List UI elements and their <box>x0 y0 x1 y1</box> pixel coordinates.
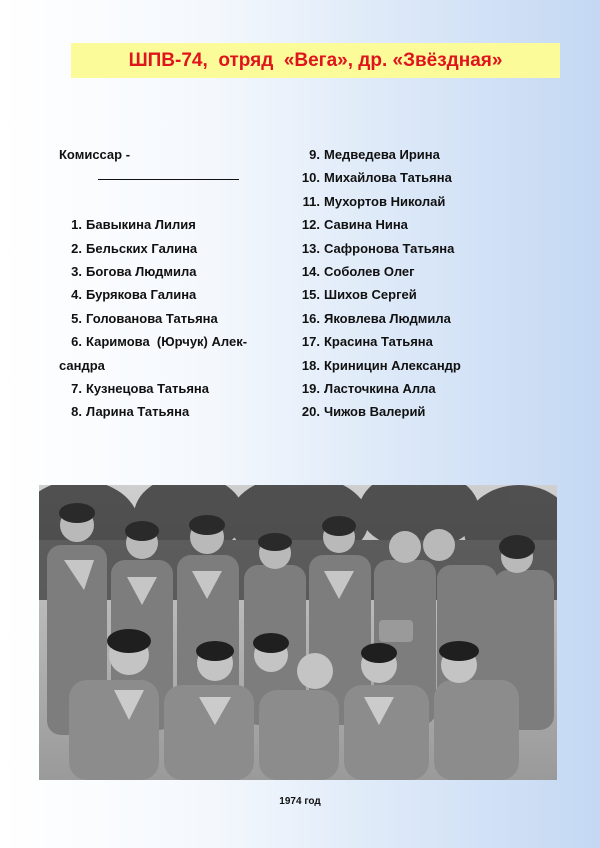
item-name: Бельских Галина <box>86 240 198 256</box>
item-number: 11. <box>302 193 320 209</box>
item-number: 13. <box>301 240 320 256</box>
list-item <box>296 143 536 166</box>
list-item <box>59 237 274 260</box>
item-number: 9. <box>309 147 320 162</box>
item-name: Богова Людмила <box>86 263 197 279</box>
item-number: 20. <box>301 404 320 420</box>
item-number: 8. <box>71 404 82 420</box>
item-name: Савина Нина <box>324 217 408 233</box>
list-item <box>296 400 536 423</box>
item-name: Ларина Татьяна <box>86 404 190 420</box>
item-number: 19. <box>301 380 320 396</box>
list-item <box>296 330 536 353</box>
photo-caption: 1974 год <box>279 796 321 807</box>
item-name: Бурякова Галина <box>86 287 197 303</box>
list-item <box>296 283 536 306</box>
item-name: Криницин Александр <box>324 357 461 373</box>
item-name: Яковлева Людмила <box>324 310 451 326</box>
list-item <box>59 213 274 236</box>
item-name: Мухортов Николай <box>324 193 446 209</box>
item-number: 1. <box>71 217 82 233</box>
item-name: Кузнецова Татьяна <box>86 380 210 396</box>
list-item <box>59 260 274 283</box>
item-number: 14. <box>301 263 320 279</box>
list-item <box>296 377 536 400</box>
item-number: 6. <box>71 334 82 350</box>
member-list-left <box>59 143 274 424</box>
item-name: Сафронова Татьяна <box>324 240 455 256</box>
group-photo <box>39 485 557 780</box>
item-name: Бавыкина Лилия <box>86 217 196 233</box>
commissar-underline-row <box>59 166 274 189</box>
item-number: 5. <box>71 310 82 326</box>
item-name: Медведева Ирина <box>324 147 440 162</box>
list-item <box>59 283 274 306</box>
member-list-right <box>296 143 536 424</box>
list-item <box>296 354 536 377</box>
item-name: Чижов Валерий <box>324 404 426 420</box>
item-name-continuation: сандра <box>59 357 105 373</box>
item-name: Шихов Сергей <box>324 287 417 303</box>
list-item <box>59 307 274 330</box>
list-item <box>296 213 536 236</box>
item-name: Каримова (Юрчук) Алек- <box>86 334 248 350</box>
commissar-blank-line <box>98 179 239 180</box>
list-item <box>59 377 274 400</box>
spacer <box>59 190 274 213</box>
page-title: ШПВ-74, отряд «Вега», др. «Звёздная» <box>128 49 503 71</box>
commissar-label: Комиссар - <box>59 147 131 162</box>
list-item <box>296 237 536 260</box>
item-name: Соболев Олег <box>324 263 415 279</box>
list-item <box>59 330 274 353</box>
list-item <box>296 166 536 189</box>
item-number: 18. <box>301 357 320 373</box>
item-number: 17. <box>301 334 320 350</box>
item-number: 2. <box>71 240 82 256</box>
item-number: 3. <box>71 263 82 279</box>
item-name: Красина Татьяна <box>324 334 433 350</box>
item-name: Голованова Татьяна <box>86 310 218 326</box>
item-name: Михайлова Татьяна <box>324 170 452 186</box>
list-item <box>296 307 536 330</box>
item-number: 10. <box>301 170 320 186</box>
item-name: Ласточкина Алла <box>324 380 436 396</box>
list-item <box>296 260 536 283</box>
item-number: 4. <box>71 287 82 303</box>
item-number: 16. <box>301 310 320 326</box>
item-number: 15. <box>301 287 320 303</box>
title-banner <box>71 43 560 78</box>
list-item <box>59 400 274 423</box>
item-number: 12. <box>301 217 320 233</box>
list-item <box>296 190 536 213</box>
item-number: 7. <box>71 380 82 396</box>
